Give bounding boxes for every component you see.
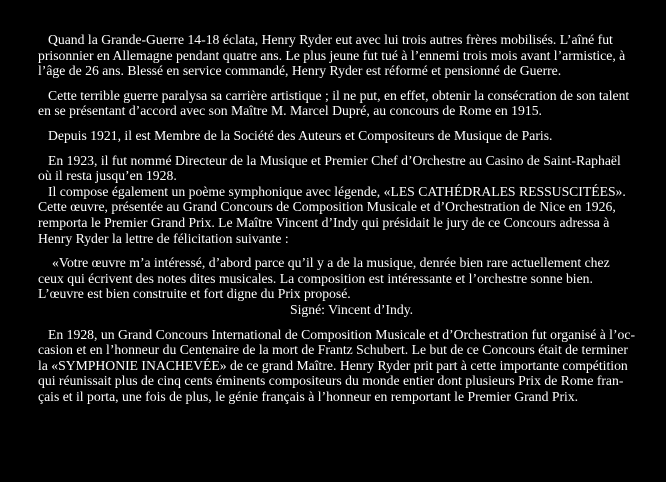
signature: Signé: Vincent d’Indy. — [290, 301, 414, 317]
paragraph-schubert — [28, 327, 644, 405]
quote-letter — [28, 255, 644, 317]
text-line: Depuis 1921, il est Membre de la Société des Auteurs et Compositeurs de Musique de Paris. — [48, 127, 553, 143]
paragraph-career — [28, 88, 644, 119]
text-line: Cette terrible guerre paralysa sa carrière artistique ; il ne put, en effet, obtenir la consécration de son talent — [48, 87, 630, 103]
text-line: prisonnier en Allemagne pendant quatre ans. Le plus jeune fut tué à l’ennemi trois mois avant l’armistice, à — [38, 47, 626, 63]
text-line: qui réunissait plus de cinq cents éminents compositeurs du monde entier dont plusieurs Prix de Rome fran- — [38, 373, 624, 389]
paragraph-saint-raphael — [28, 153, 644, 247]
paragraph-sacem — [28, 128, 644, 144]
text-line: en se présentant d’accord avec son Maître M. Marcel Dupré, au concours de Rome en 1915. — [38, 103, 542, 119]
text-line: remporta le Premier Grand Prix. Le Maître Vincent d’Indy qui présidait le jury de ce Concours adressa à — [38, 214, 610, 230]
text-line: ceux qui écrivent des notes dites musicales. La composition est intéressante et l’orchestre sonne bien. — [38, 270, 593, 286]
text-line: Henry Ryder la lettre de félicitation suivante : — [38, 230, 289, 246]
text-line: L’œuvre est bien construite et fort digne du Prix proposé. — [38, 286, 351, 302]
text-line: casion et en l’honneur du Centenaire de la mort de Frantz Schubert. Le but de ce Concours était de terminer — [38, 342, 628, 358]
text-line: la «SYMPHONIE INACHEVÉE» de ce grand Maître. Henry Ryder prit part à cette importante compétition — [38, 357, 628, 373]
document-page — [28, 32, 644, 413]
text-line: Cette œuvre, présentée au Grand Concours de Composition Musicale et d’Orchestration de Nice en 1926, — [38, 199, 616, 215]
text-line: «Votre œuvre m’a intéressé, d’abord parce qu’il y a de la musique, denrée bien rare actuellement chez — [52, 255, 610, 271]
text-line: En 1923, il fut nommé Directeur de la Musique et Premier Chef d’Orchestre au Casino de Saint-Raphaël — [48, 152, 621, 168]
text-line: En 1928, un Grand Concours International de Composition Musicale et d’Orchestration fut organisé à l’oc- — [48, 326, 636, 342]
text-line: çais et il porta, une fois de plus, le génie français à l’honneur en remportant le Premier Grand Prix. — [38, 388, 579, 404]
text-line: Quand la Grande-Guerre 14-18 éclata, Henry Ryder eut avec lui trois autres frères mobilisés. L’aîné fut — [48, 32, 613, 47]
text-line: l’âge de 26 ans. Blessé en service commandé, Henry Ryder est réformé et pensionné de Guerre. — [38, 63, 562, 79]
text-line: où il resta jusqu’en 1928. — [38, 168, 177, 184]
paragraph-war — [28, 32, 644, 79]
text-line: Il compose également un poème symphonique avec légende, «LES CATHÉDRALES RESSUSCITÉES». — [48, 183, 626, 199]
